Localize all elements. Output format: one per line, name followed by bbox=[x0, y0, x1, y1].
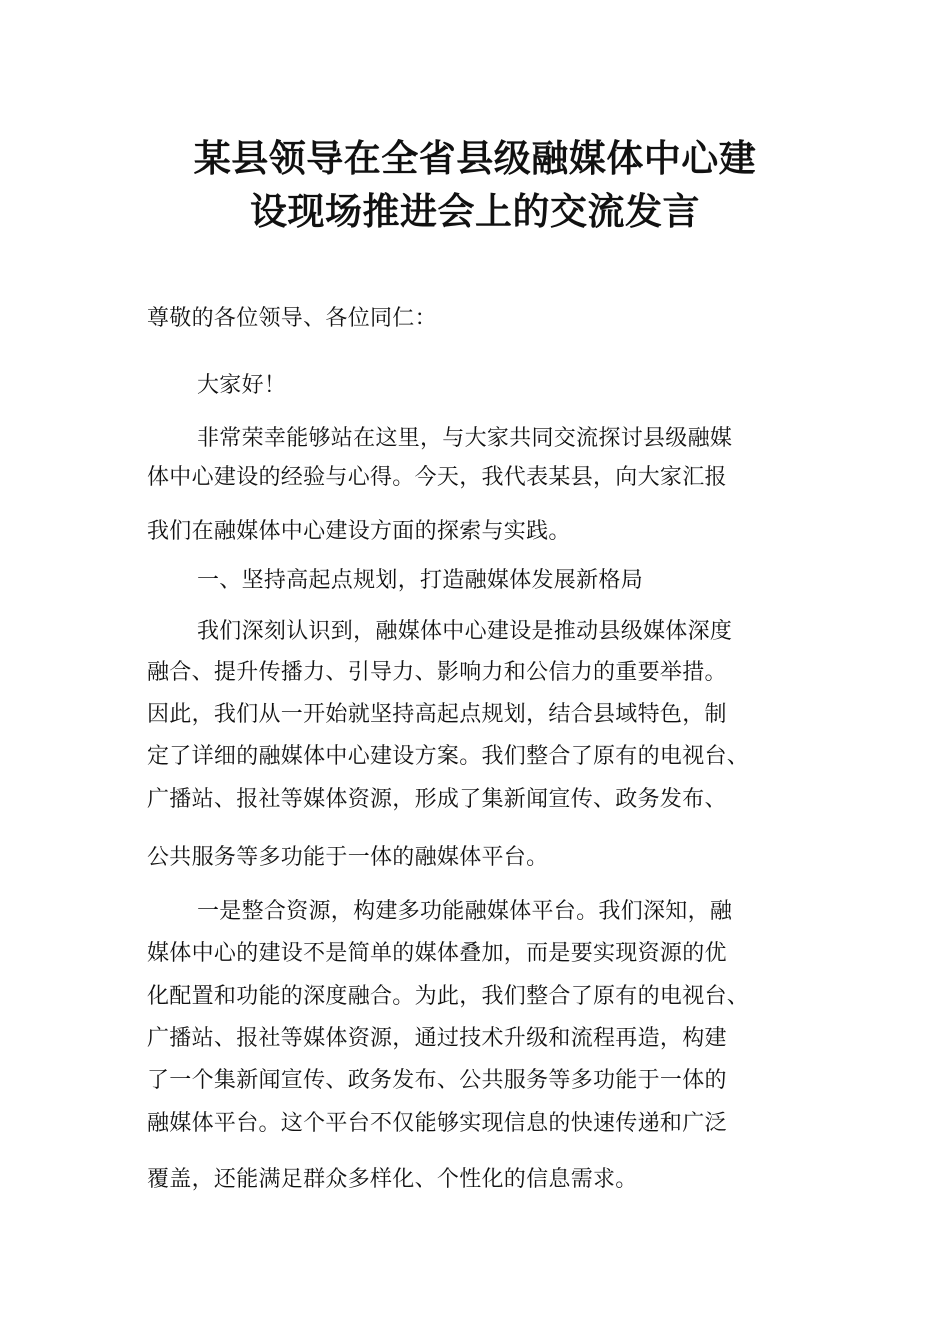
paragraph-2-line-5: 广播站、报社等媒体资源，形成了集新闻宣传、政务发布、 bbox=[147, 787, 727, 812]
greeting: 大家好！ bbox=[197, 373, 287, 398]
paragraph-1-line-2: 体中心建设的经验与心得。今天，我代表某县，向大家汇报 bbox=[147, 465, 727, 490]
paragraph-3-line-3: 化配置和功能的深度融合。为此，我们整合了原有的电视台、 bbox=[147, 984, 750, 1009]
paragraph-1-line-1: 非常荣幸能够站在这里，与大家共同交流探讨县级融媒 bbox=[197, 426, 733, 451]
paragraph-2-line-6: 公共服务等多功能于一体的融媒体平台。 bbox=[147, 845, 549, 870]
paragraph-2-line-3: 因此，我们从一开始就坚持高起点规划，结合县域特色，制 bbox=[147, 702, 727, 727]
document-title-line-1: 某县领导在全省县级融媒体中心建 bbox=[193, 137, 757, 180]
paragraph-3-line-7: 覆盖，还能满足群众多样化、个性化的信息需求。 bbox=[147, 1167, 638, 1192]
document-title-line-2: 设现场推进会上的交流发言 bbox=[250, 190, 700, 233]
paragraph-2-line-2: 融合、提升传播力、引导力、影响力和公信力的重要举措。 bbox=[147, 660, 727, 685]
paragraph-3-line-2: 媒体中心的建设不是简单的媒体叠加，而是要实现资源的优 bbox=[147, 941, 727, 966]
paragraph-3-line-4: 广播站、报社等媒体资源，通过技术升级和流程再造，构建 bbox=[147, 1026, 727, 1051]
paragraph-1-line-3: 我们在融媒体中心建设方面的探索与实践。 bbox=[147, 519, 571, 544]
paragraph-3-line-6: 融媒体平台。这个平台不仅能够实现信息的快速传递和广泛 bbox=[147, 1111, 727, 1136]
paragraph-3-line-1: 一是整合资源，构建多功能融媒体平台。我们深知，融 bbox=[197, 899, 733, 924]
salutation: 尊敬的各位领导、各位同仁： bbox=[147, 306, 437, 331]
paragraph-3-line-5: 了一个集新闻宣传、政务发布、公共服务等多功能于一体的 bbox=[147, 1068, 727, 1093]
paragraph-2-line-1: 我们深刻认识到，融媒体中心建设是推动县级媒体深度 bbox=[197, 619, 733, 644]
section-heading-1: 一、坚持高起点规划，打造融媒体发展新格局 bbox=[197, 568, 644, 593]
paragraph-2-line-4: 定了详细的融媒体中心建设方案。我们整合了原有的电视台、 bbox=[147, 744, 750, 769]
